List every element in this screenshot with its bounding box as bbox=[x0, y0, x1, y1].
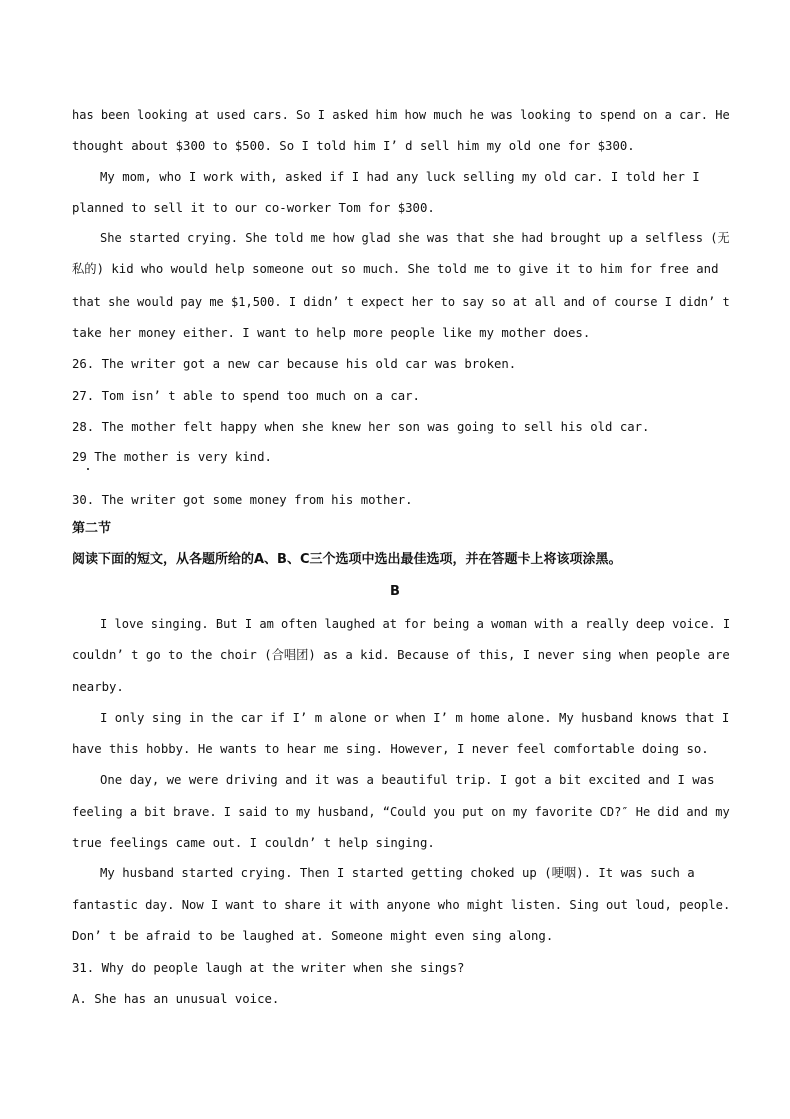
passage-line: take her money either. I want to help more people like my mother does. bbox=[72, 326, 591, 340]
statement-29: 29 The mother is very kind. bbox=[72, 450, 272, 464]
section-instruction: 阅读下面的短文，从各题所给的A、B、C三个选项中选出最佳选项，并在答题卡上将该项涂黑。 bbox=[72, 552, 622, 567]
passage-line: One day, we were driving and it was a beautiful trip. I got a bit excited and I was bbox=[100, 773, 715, 787]
passage-line: true feelings came out. I couldn’ t help singing. bbox=[72, 836, 435, 850]
statement-26: 26. The writer got a new car because his old car was broken. bbox=[72, 357, 517, 371]
passage-line: She started crying. She told me how glad she was that she had brought up a selfless (无 bbox=[100, 231, 730, 245]
passage-line: planned to sell it to our co-worker Tom for $300. bbox=[72, 201, 435, 215]
statement-27: 27. Tom isn’ t able to spend too much on a car. bbox=[72, 389, 420, 403]
passage-line: fantastic day. Now I want to share it with anyone who might listen. Sing out loud, people. bbox=[72, 898, 731, 912]
question-31-option-a: A. She has an unusual voice. bbox=[72, 992, 280, 1006]
question-31-stem: 31. Why do people laugh at the writer when she sings? bbox=[72, 961, 465, 975]
statement-28: 28. The mother felt happy when she knew her son was going to sell his old car. bbox=[72, 420, 650, 434]
passage-line: I love singing. But I am often laughed at for being a woman with a really deep voice. I bbox=[100, 617, 731, 631]
passage-label: B bbox=[390, 584, 400, 599]
passage-line: have this hobby. He wants to hear me sing. However, I never feel comfortable doing so. bbox=[72, 742, 709, 756]
passage-line: Don’ t be afraid to be laughed at. Someone might even sing along. bbox=[72, 929, 554, 943]
passage-line: feeling a bit brave. I said to my husband, “Could you put on my favorite CD?″ He did and my bbox=[72, 805, 730, 819]
passage-line: I only sing in the car if I’ m alone or when I’ m home alone. My husband knows that I bbox=[100, 711, 730, 725]
passage-line: My husband started crying. Then I started getting choked up (哽咽). It was such a bbox=[100, 866, 695, 880]
statement-30: 30. The writer got some money from his mother. bbox=[72, 493, 413, 507]
stray-dot bbox=[87, 468, 89, 470]
passage-line: thought about $300 to $500. So I told him I’ d sell him my old one for $300. bbox=[72, 139, 635, 153]
passage-line: nearby. bbox=[72, 680, 124, 694]
passage-line: couldn’ t go to the choir (合唱团) as a kid. Because of this, I never sing when people are bbox=[72, 648, 730, 662]
passage-line: 私的) kid who would help someone out so much. She told me to give it to him for free and bbox=[72, 262, 719, 276]
passage-line: that she would pay me $1,500. I didn’ t expect her to say so at all and of course I didn’ t bbox=[72, 295, 730, 309]
passage-line: My mom, who I work with, asked if I had any luck selling my old car. I told her I bbox=[100, 170, 700, 184]
passage-line: has been looking at used cars. So I asked him how much he was looking to spend on a car. He bbox=[72, 108, 730, 122]
section-heading: 第二节 bbox=[72, 521, 112, 536]
